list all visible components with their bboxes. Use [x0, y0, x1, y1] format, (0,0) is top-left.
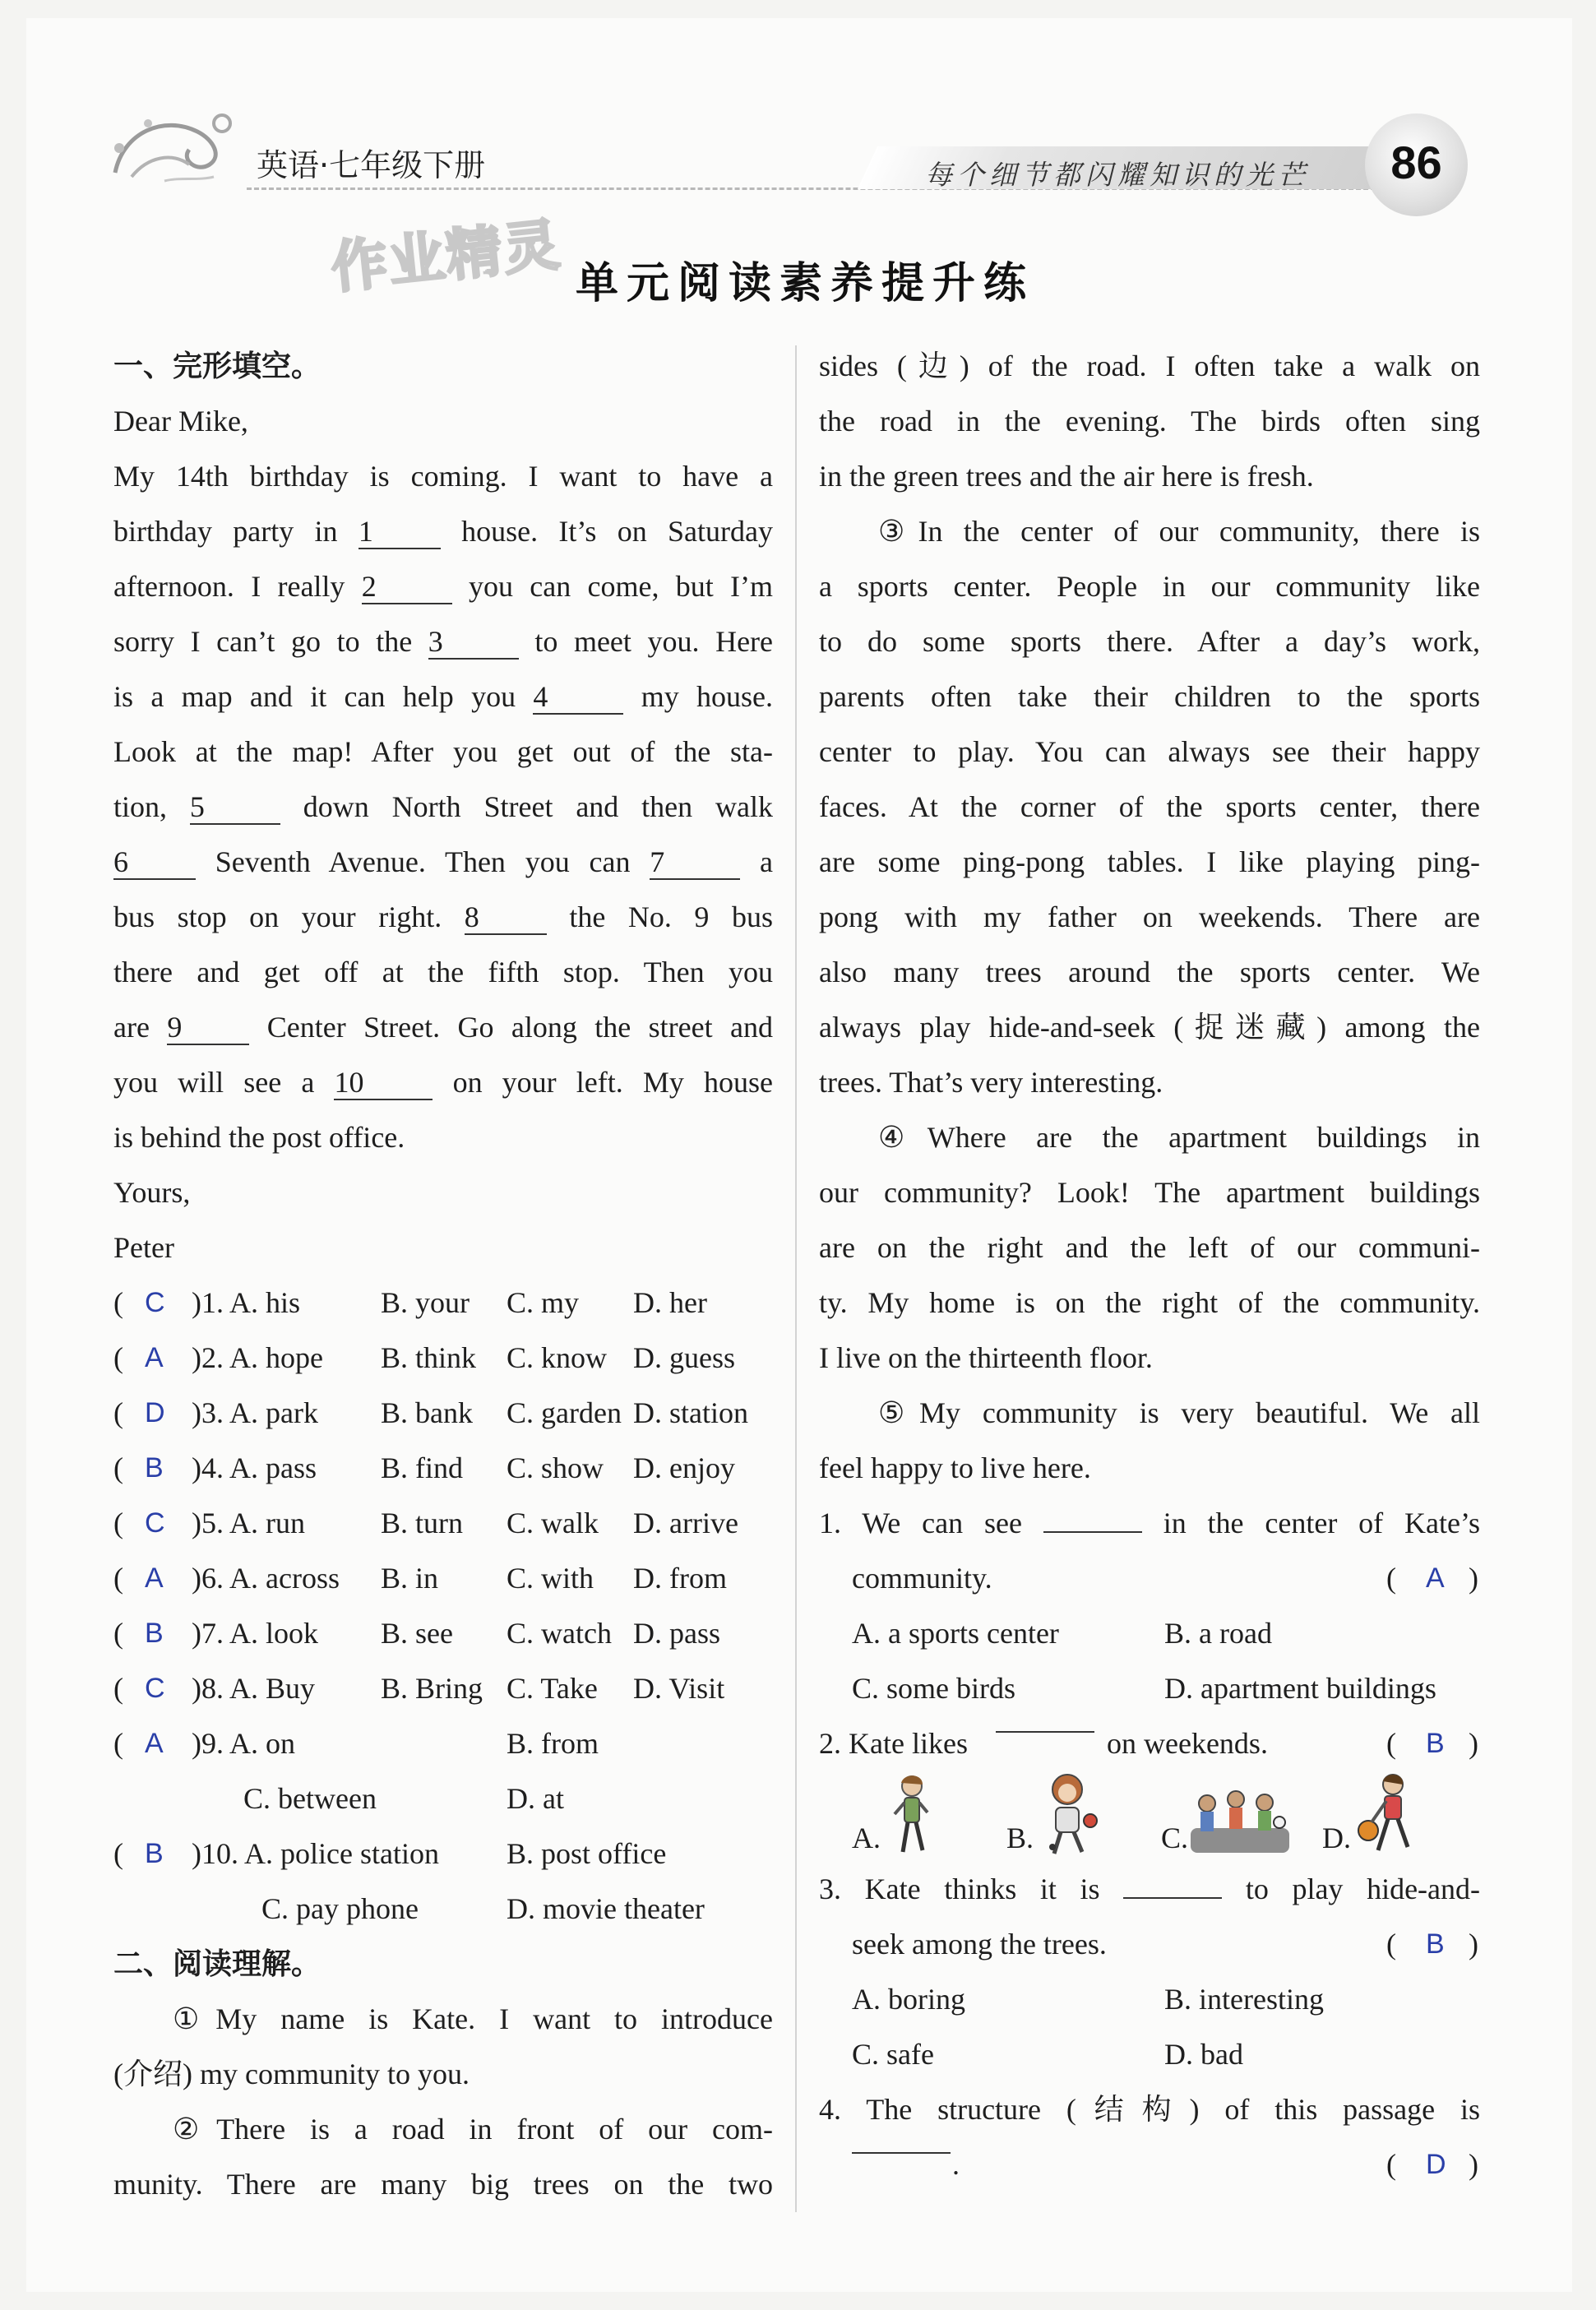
letter-signature: Peter [113, 1231, 174, 1264]
reading-heading: 二、阅读理解。 [113, 1947, 322, 1981]
reading-question-stem: 1. We can see in the center of Kate’s [819, 1507, 1481, 1539]
passage-line: ③In the center of our community, there is [878, 515, 1480, 548]
cloze-question: ( A )2. A. hope B. think C. know D. guess [113, 1331, 773, 1386]
ping-pong-player-icon [1036, 1771, 1102, 1862]
answer-blank [1043, 1531, 1142, 1533]
cloze-heading: 一、完形填空。 [113, 350, 322, 383]
passage-line: ①My name is Kate. I want to introduce [173, 2002, 773, 2035]
answer-mark: B [145, 1452, 164, 1484]
passage-line: ty. My home is on the right of the community. [819, 1286, 1480, 1319]
letter-greeting: Dear Mike, [113, 405, 248, 437]
letter-line: My 14th birthday is coming. I want to have a [113, 460, 773, 493]
left-column [113, 339, 773, 2212]
letter-line: are 9 Center Street. Go along the street and [113, 1011, 774, 1044]
motto-text: 每个细节都闪耀知识的光芒 [925, 159, 1310, 191]
answer-mark: A [1426, 1562, 1445, 1594]
reading-options: A. boring B. interesting [852, 1983, 1324, 2016]
answer-mark: C [145, 1507, 165, 1539]
passage-line: sides (边) of the road. I often take a walk on [819, 350, 1480, 382]
passage-line: also many trees around the sports center. We [819, 956, 1480, 988]
cloze-question-cont: C. pay phone D. movie theater [261, 1892, 705, 1925]
reading-options: A. a sports center B. a road [852, 1617, 1272, 1650]
cloze-question: ( B )4. A. pass B. find C. show D. enjoy [113, 1441, 773, 1496]
letter-line: 6 Seventh Avenue. Then you can 7 a [113, 845, 773, 878]
passage-line: our community? Look! The apartment buildings [819, 1176, 1480, 1209]
cloze-question: ( A )6. A. across B. in C. with D. from [113, 1551, 773, 1606]
letter-line: birthday party in 1 house. It’s on Saturday [113, 515, 773, 548]
cloze-blank: 10 [334, 1066, 433, 1100]
cloze-question: ( B )7. A. look B. see C. watch D. pass [113, 1606, 773, 1661]
answer-blank [852, 2152, 951, 2154]
course-title: 英语·七年级下册 [257, 147, 486, 183]
page-number: 86 [1365, 113, 1468, 216]
cloze-blank: 7 [650, 845, 740, 880]
answer-blank [996, 1731, 1094, 1733]
passage-line: parents often take their children to the sports [819, 680, 1480, 713]
passage-line: feel happy to live here. [819, 1451, 1091, 1484]
cloze-question: ( C )1. A. his B. your C. my D. her [113, 1275, 773, 1331]
watermark: 作业精灵 [328, 212, 565, 302]
right-column [819, 339, 1480, 2192]
answer-mark: C [145, 1287, 165, 1318]
letter-line: is a map and it can help you 4 my house. [113, 680, 774, 713]
letter-line: tion, 5 down North Street and then walk [113, 790, 774, 823]
cloze-question-cont: C. between D. at [243, 1782, 564, 1815]
children-playing-icon [1191, 1783, 1289, 1857]
passage-line: (介绍) my community to you. [113, 2058, 470, 2090]
letter-line: you will see a 10 on your left. My house [113, 1066, 773, 1099]
letter-closing: Yours, [113, 1176, 191, 1209]
answer-mark: D [145, 1397, 165, 1428]
cloze-question: ( C )5. A. run B. turn C. walk D. arrive [113, 1496, 773, 1551]
reading-question-stem: community. ( A ) [819, 1551, 1480, 1606]
cloze-blank: 3 [428, 625, 519, 660]
cloze-blank: 4 [533, 680, 623, 715]
passage-line: faces. At the corner of the sports center, there [819, 790, 1480, 823]
answer-mark: B [145, 1618, 164, 1649]
cloze-question: ( C )8. A. Buy B. Bring C. Take D. Visit [113, 1661, 773, 1716]
answer-mark: C [145, 1673, 165, 1704]
passage-line: ④Where are the apartment buildings in [878, 1121, 1480, 1154]
passage-line: ⑤My community is very beautiful. We all [878, 1396, 1480, 1429]
passage-line: to do some sports there. After a day’s work, [819, 625, 1480, 658]
cloze-question: ( D )3. A. park B. bank C. garden D. station [113, 1386, 773, 1441]
reading-question-stem: 3. Kate thinks it is to play hide-and- [819, 1873, 1480, 1905]
answer-mark: A [145, 1728, 164, 1759]
passage-line: are some ping-pong tables. I like playing ping- [819, 845, 1480, 878]
reading-question-stem: 4. The structure (结构) of this passage is [819, 2093, 1480, 2126]
letter-line: sorry I can’t go to the 3 to meet you. Here [113, 625, 774, 658]
answer-mark: B [1426, 1928, 1445, 1960]
reading-options: C. safe D. bad [852, 2038, 1243, 2071]
passage-line: the road in the evening. The birds often sing [819, 405, 1480, 437]
passage-line: ②There is a road in front of our com- [173, 2113, 773, 2146]
answer-mark: D [1426, 2149, 1446, 2180]
reading-options: C. some birds D. apartment buildings [852, 1672, 1436, 1705]
letter-line: is behind the post office. [113, 1121, 405, 1154]
cloze-blank: 9 [167, 1011, 249, 1045]
letter-line: bus stop on your right. 8 the No. 9 bus [113, 900, 773, 933]
walking-girl-icon [883, 1771, 941, 1862]
cloze-blank: 6 [113, 845, 196, 880]
passage-line: trees. That’s very interesting. [819, 1066, 1163, 1099]
answer-mark: A [145, 1342, 164, 1373]
letter-line: Look at the map! After you get out of the sta- [113, 735, 773, 768]
answer-mark: B [1426, 1728, 1445, 1759]
cloze-blank: 2 [362, 570, 452, 604]
passage-line: center to play. You can always see their happy [819, 735, 1480, 768]
cloze-question: ( B )10. A. police station B. post office [113, 1826, 773, 1882]
reading-question-stem: seek among the trees. ( B ) [819, 1917, 1480, 1972]
passage-line: are on the right and the left of our communi- [819, 1231, 1480, 1264]
floral-ornament-icon [99, 99, 247, 189]
cloze-blank: 1 [359, 515, 441, 549]
answer-mark: A [145, 1562, 164, 1594]
answer-mark: B [145, 1838, 164, 1869]
picture-options: A. B. C. D. [819, 1771, 1480, 1862]
passage-line: in the green trees and the air here is fresh. [819, 460, 1314, 493]
letter-line: afternoon. I really 2 you can come, but I’m [113, 570, 774, 603]
cloze-blank: 8 [465, 900, 547, 935]
passage-line: pong with my father on weekends. There are [819, 900, 1480, 933]
reading-question-stem: . ( D ) [819, 2137, 1480, 2192]
passage-line: a sports center. People in our community like [819, 570, 1480, 603]
cloze-question: ( A )9. A. on B. from [113, 1716, 773, 1771]
cloze-blank: 5 [190, 790, 280, 825]
passage-line: always play hide-and-seek (捉迷藏) among the [819, 1011, 1480, 1044]
passage-line: I live on the thirteenth floor. [819, 1341, 1153, 1374]
page-title: 单元阅读素养提升练 [576, 259, 1035, 308]
reading-question-stem: 2. Kate likes on weekends. ( B ) [819, 1716, 1480, 1771]
column-divider [795, 345, 797, 2212]
answer-blank [1123, 1897, 1222, 1899]
letter-line: there and get off at the fifth stop. Then you [113, 956, 773, 988]
passage-line: munity. There are many big trees on the two [113, 2168, 773, 2201]
basketball-player-icon [1353, 1771, 1419, 1862]
